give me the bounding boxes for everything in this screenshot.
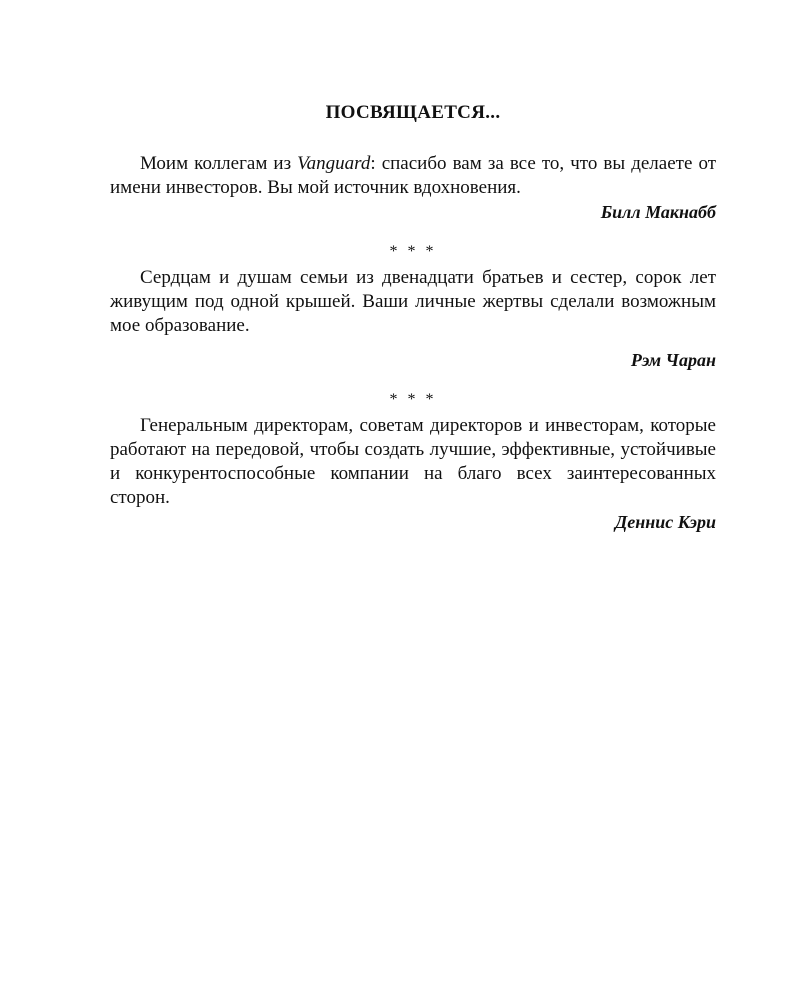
dedication-paragraph-3: Генеральным директорам, советам директоров и инвесторам, которые работают на передовой, чтобы создать лучшие, эффективные, устойчивые и конкурентоспособные компании на благо всех заинтересованных сторон.	[110, 415, 716, 508]
dedication-3-author: Деннис Кэри	[614, 512, 716, 532]
dedication-page	[110, 100, 716, 534]
separator-1: * * *	[389, 243, 437, 260]
dedication-paragraph-1	[110, 152, 716, 200]
dedication-1-text-after: : спасибо вам за все то, что вы делаете от имени инвесторов. Вы мой источник вдохновения.	[110, 153, 716, 198]
separator-2: * * *	[389, 391, 437, 408]
dedication-paragraph-2: Сердцам и душам семьи из двенадцати братьев и сестер, сорок лет живущим под одной крышей. Ваши личные жертвы сделали возможным мое образование.	[110, 267, 716, 336]
dedication-1-company: Vanguard	[297, 153, 371, 174]
dedication-1-text-before: Моим коллегам из	[140, 153, 298, 174]
dedication-1-author: Билл Макнабб	[600, 202, 716, 222]
dedication-2-author: Рэм Чаран	[630, 350, 716, 370]
page-title: ПОСВЯЩАЕТСЯ...	[325, 102, 501, 123]
